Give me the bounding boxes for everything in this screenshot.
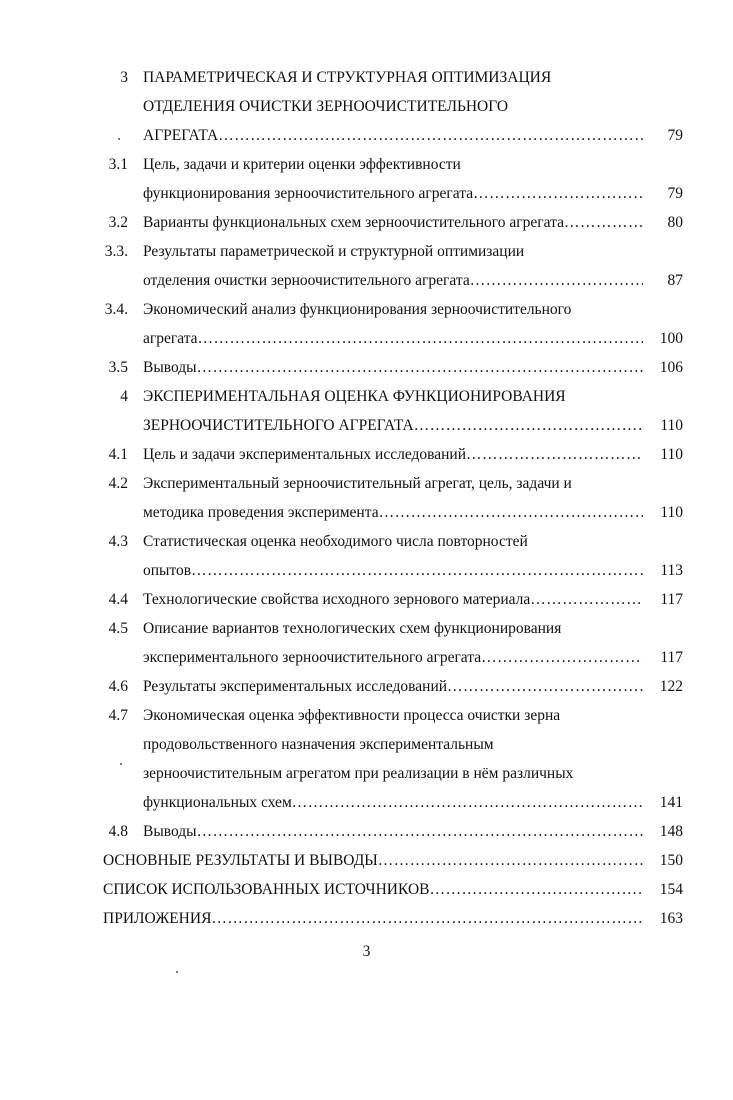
toc-entry-title: функциональных схем (143, 794, 292, 811)
toc-entry-title: продовольственного назначения экспериментальным (143, 736, 494, 753)
dot-leader (466, 440, 643, 469)
toc-entry-line (0, 759, 733, 788)
toc-entry-page: 100 (659, 330, 683, 347)
toc-entry-page: 113 (660, 562, 683, 579)
toc-entry-line (0, 63, 733, 92)
dot-leader (197, 353, 643, 382)
toc-entry-title: Цель и задачи экспериментальных исследований (143, 446, 467, 463)
toc-entry-line (0, 440, 733, 469)
dot-leader (191, 556, 643, 585)
toc-entry-title-with-leader (143, 498, 643, 527)
toc-entry-line (0, 324, 733, 353)
toc-entry-page: 122 (659, 678, 683, 695)
toc-entry-title-with-leader (103, 875, 643, 904)
toc-entry-line (0, 672, 733, 701)
dot-leader (379, 498, 643, 527)
dot-leader (198, 324, 643, 353)
toc-entry-title-with-leader (143, 179, 643, 208)
toc-entry-line (0, 295, 733, 324)
toc-entry-title: методика проведения эксперимента (143, 504, 379, 521)
toc-entry-title-with-leader (143, 440, 643, 469)
dot-leader (564, 208, 643, 237)
dot-leader (429, 875, 643, 904)
toc-entry-line (0, 585, 733, 614)
toc-entry-page: 110 (660, 504, 683, 521)
toc-entry-line (0, 498, 733, 527)
toc-entry-number: 3.1 (108, 156, 128, 173)
toc-entry-number: 4 (120, 388, 128, 405)
toc-entry-number: 3 (120, 69, 128, 86)
toc-entry-title: Результаты экспериментальных исследований (143, 678, 448, 695)
toc-entry-title-with-leader (143, 266, 643, 295)
toc-entry-page: 150 (659, 852, 683, 869)
page-number: 3 (362, 943, 371, 960)
toc-entry-line (0, 904, 733, 933)
toc-entry-title-with-leader (103, 904, 643, 933)
toc-entry-number: 4.4 (108, 591, 128, 608)
toc-entry-page: 110 (660, 446, 683, 463)
toc-entry-title-with-leader (143, 353, 643, 382)
toc-entry-title: Экономическая оценка эффективности процесса очистки зерна (143, 707, 561, 724)
toc-entry-title-with-leader (143, 556, 643, 585)
toc-entry-line (0, 730, 733, 759)
toc-entry-line (0, 121, 733, 150)
toc-entry-title: СПИСОК ИСПОЛЬЗОВАННЫХ ИСТОЧНИКОВ (103, 881, 430, 898)
toc-entry-title-with-leader (143, 324, 643, 353)
toc-entry-title: Технологические свойства исходного зернового материала (143, 591, 531, 608)
toc-entry-page: 154 (659, 881, 683, 898)
toc-entry-page: 106 (659, 359, 683, 376)
toc-entry-page: 148 (659, 823, 683, 840)
toc-entry-title: опытов (143, 562, 192, 579)
toc-entry-page: 79 (667, 185, 683, 202)
toc-entry-title: экспериментального зерноочистительного агрегата (143, 649, 482, 666)
toc-entry-number: 3.4. (104, 301, 128, 318)
toc-entry-title: Экспериментальный зерноочистительный агрегат, цель, задачи и (143, 475, 572, 492)
toc-entry-page: 110 (660, 417, 683, 434)
toc-entry-title: Варианты функциональных схем зерноочистительного агрегата (143, 214, 564, 231)
toc-entry-line (0, 92, 733, 121)
toc-entry-title: ПРИЛОЖЕНИЯ (103, 910, 212, 927)
toc-entry-page: 80 (667, 214, 683, 231)
toc-entry-page: 79 (667, 127, 683, 144)
toc-entry-line (0, 469, 733, 498)
toc-entry-title: АГРЕГАТА (143, 127, 219, 144)
toc-entry-number: 3.2 (108, 214, 128, 231)
toc-entry-page: 117 (660, 649, 683, 666)
toc-entry-title: ОСНОВНЫЕ РЕЗУЛЬТАТЫ И ВЫВОДЫ (103, 852, 378, 869)
toc-entry-title: зерноочистительным агрегатом при реализации в нём различных (143, 765, 574, 782)
dot-leader (218, 121, 643, 150)
toc-entry-title: ЗЕРНООЧИСТИТЕЛЬНОГО АГРЕГАТА (143, 417, 414, 434)
toc-entry-page: 87 (667, 272, 683, 289)
toc-entry-page: 117 (660, 591, 683, 608)
toc-entry-line (0, 614, 733, 643)
dot-leader (211, 904, 643, 933)
dot-leader (470, 266, 643, 295)
toc-entry-number: 4.5 (108, 620, 128, 637)
toc-entry-title: отделения очистки зерноочистительного агрегата (143, 272, 470, 289)
toc-entry-title-with-leader (143, 788, 643, 817)
toc-entry-title-with-leader (103, 846, 643, 875)
toc-entry-line (0, 875, 733, 904)
toc-entry-title: Статистическая оценка необходимого числа повторностей (143, 533, 528, 550)
toc-entry-line (0, 237, 733, 266)
toc-entry-line (0, 266, 733, 295)
toc-entry-number: 4.2 (108, 475, 128, 492)
toc-entry-line (0, 643, 733, 672)
dot-leader (530, 585, 643, 614)
toc-entry-page: 163 (659, 910, 683, 927)
toc-entry-line (0, 208, 733, 237)
toc-entry-title-with-leader (143, 672, 643, 701)
toc-entry-line (0, 556, 733, 585)
toc-entry-number: 4.6 (108, 678, 128, 695)
toc-entry-number: 4.7 (108, 707, 128, 724)
toc-entry-page: 141 (659, 794, 683, 811)
toc-entry-title: ПАРАМЕТРИЧЕСКАЯ И СТРУКТУРНАЯ ОПТИМИЗАЦИЯ (143, 69, 552, 86)
toc-entry-title-with-leader (143, 411, 643, 440)
toc-entry-number: 4.8 (108, 823, 128, 840)
toc-entry-line (0, 846, 733, 875)
dot-leader (292, 788, 643, 817)
toc-entry-line (0, 788, 733, 817)
toc-entry-number: 3.3. (104, 243, 128, 260)
toc-entry-title: Цель, задачи и критерии оценки эффективности (143, 156, 461, 173)
toc-entry-line (0, 411, 733, 440)
toc-entry-title-with-leader (143, 643, 643, 672)
toc-entry-line (0, 701, 733, 730)
toc-entry-line (0, 150, 733, 179)
toc-entry-number: 4.1 (108, 446, 128, 463)
toc-entry-line (0, 353, 733, 382)
dot-leader (414, 411, 643, 440)
toc-entry-title-with-leader (143, 121, 643, 150)
toc-entry-line (0, 179, 733, 208)
toc-entry-title: Результаты параметрической и структурной оптимизации (143, 243, 525, 260)
dot-leader (447, 672, 643, 701)
toc-entry-title-with-leader (143, 208, 643, 237)
toc-entry-title: Описание вариантов технологических схем функционирования (143, 620, 562, 637)
scan-speck (120, 763, 122, 765)
table-of-contents (0, 63, 733, 933)
toc-entry-title-with-leader (143, 585, 643, 614)
dot-leader (473, 179, 643, 208)
scan-speck (176, 971, 178, 973)
toc-entry-title: функционирования зерноочистительного агрегата (143, 185, 474, 202)
scan-speck (118, 138, 120, 140)
toc-entry-title: ЭКСПЕРИМЕНТАЛЬНАЯ ОЦЕНКА ФУНКЦИОНИРОВАНИЯ (143, 388, 566, 405)
dot-leader (481, 643, 643, 672)
dot-leader (197, 817, 643, 846)
dot-leader (378, 846, 643, 875)
toc-entry-number: 3.5 (108, 359, 128, 376)
toc-entry-number: 4.3 (108, 533, 128, 550)
toc-entry-title: агрегата (143, 330, 198, 347)
toc-entry-title: Выводы (143, 359, 197, 376)
toc-entry-title: Экономический анализ функционирования зерноочистительного (143, 301, 572, 318)
toc-entry-line (0, 527, 733, 556)
toc-entry-line (0, 817, 733, 846)
toc-entry-title-with-leader (143, 817, 643, 846)
toc-entry-line (0, 382, 733, 411)
toc-entry-title: ОТДЕЛЕНИЯ ОЧИСТКИ ЗЕРНООЧИСТИТЕЛЬНОГО (143, 98, 509, 115)
toc-entry-title: Выводы (143, 823, 197, 840)
